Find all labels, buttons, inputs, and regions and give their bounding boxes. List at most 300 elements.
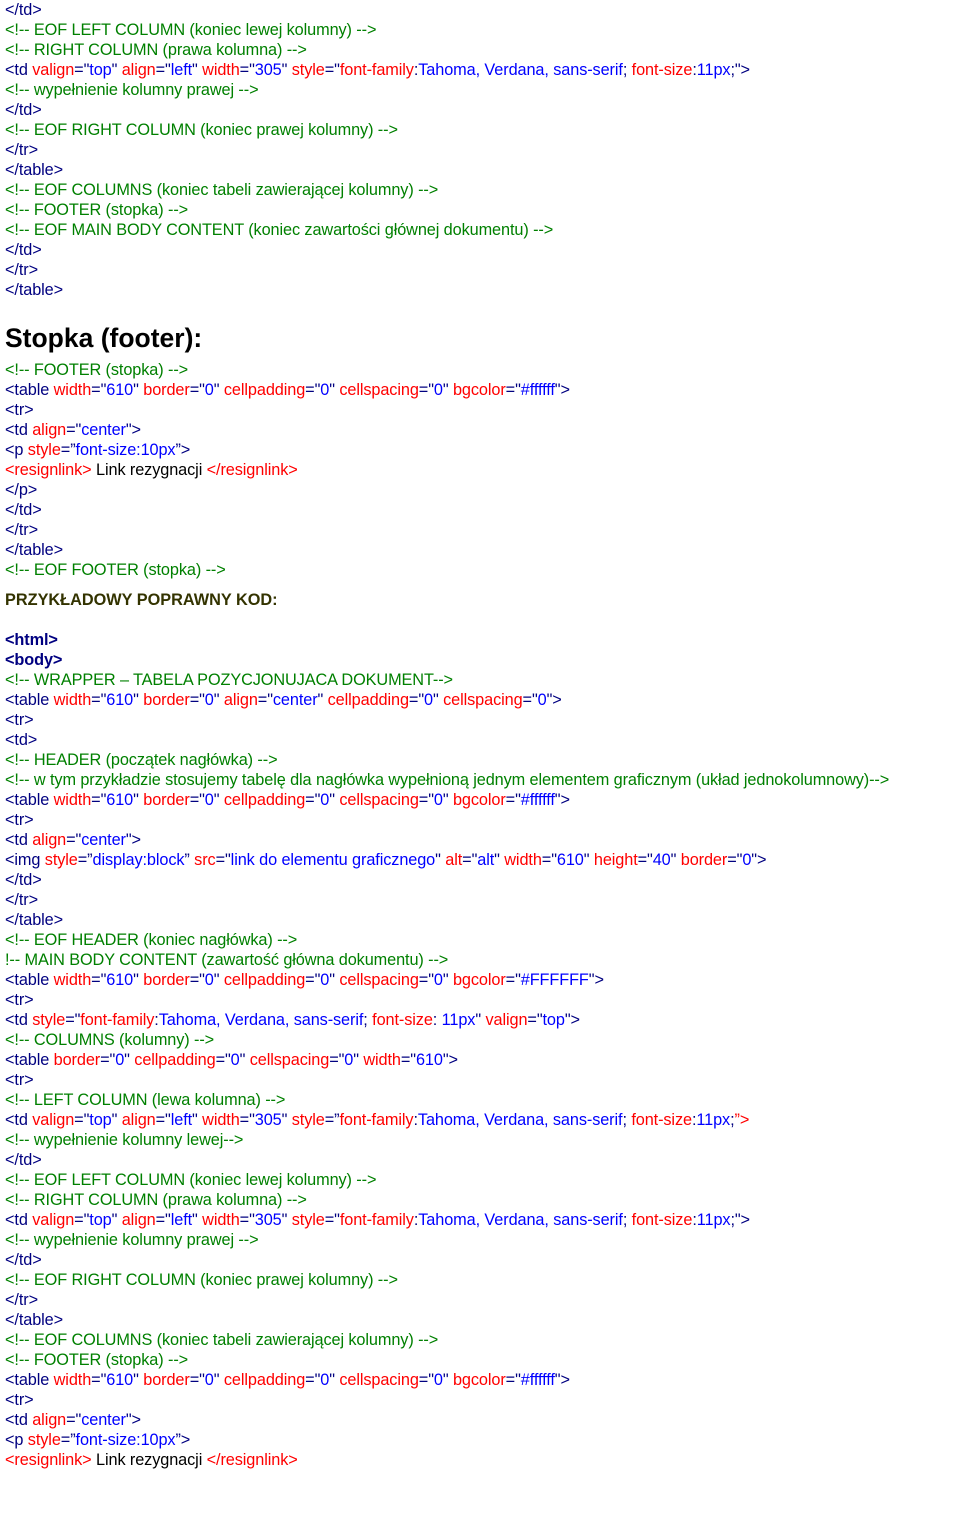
code-token: "> [546, 691, 562, 709]
code-token: 11px [696, 1111, 731, 1129]
code-line [5, 40, 960, 60]
code-token: 0 [433, 971, 443, 989]
code-token: <!-- EOF RIGHT COLUMN (koniec prawej kolumny) --> [5, 121, 398, 139]
code-token: =" [66, 831, 82, 849]
code-line [5, 80, 960, 100]
code-line [5, 950, 960, 970]
code-token: =" [215, 851, 231, 869]
code-token: " [442, 381, 453, 399]
code-token: " [353, 1051, 364, 1069]
code-token: style [27, 441, 61, 459]
code-token: Tahoma, Verdana, sans-serif [418, 61, 623, 79]
code-token: font-size [631, 1211, 693, 1229]
code-token: ; [622, 1111, 632, 1129]
code-token: "> [588, 971, 604, 989]
code-token: #FFFFFF [520, 971, 589, 989]
code-token: <!-- COLUMNS (kolumny) --> [5, 1031, 215, 1049]
code-token: cellpadding [223, 1371, 306, 1389]
code-token: 0 [433, 1371, 443, 1389]
code-token: </td> [5, 871, 42, 889]
code-token: font-family [80, 1011, 155, 1029]
code-token: 610 [106, 1371, 134, 1389]
code-token: =" [305, 1371, 321, 1389]
code-line [5, 1270, 960, 1290]
code-line [5, 0, 960, 20]
code-token: style [44, 851, 78, 869]
code-token: <!-- WRAPPER – TABELA POZYCJONUJACA DOKUMENT--> [5, 671, 453, 689]
code-token: width [202, 1111, 240, 1129]
code-token: 0 [204, 381, 214, 399]
code-token: valign [32, 61, 75, 79]
code-token: </td> [5, 241, 42, 259]
code-token: : [692, 1211, 697, 1229]
code-token: <table [5, 971, 54, 989]
code-token: </resignlink> [206, 1451, 298, 1469]
code-line [5, 990, 960, 1010]
code-token: align [121, 61, 156, 79]
code-line [5, 280, 960, 300]
code-token: link do elementu graficznego [230, 851, 436, 869]
section-subheading: PRZYKŁADOWY POPRAWNY KOD: [5, 591, 278, 609]
code-line [5, 690, 960, 710]
code-token: align [223, 691, 258, 709]
code-token: style [32, 1011, 66, 1029]
code-token: =" [66, 421, 82, 439]
code-line [5, 120, 960, 140]
code-token: : [413, 1211, 419, 1229]
code-token: <!-- EOF COLUMNS (koniec tabeli zawierającej kolumny) --> [5, 1331, 439, 1349]
code-token: 0 [320, 1371, 330, 1389]
code-token: " [583, 851, 594, 869]
code-token: border [143, 1371, 190, 1389]
code-line [5, 930, 960, 950]
code-token: <!-- w tym przykładzie stosujemy tabelę dla nagłówka wypełnioną jednym elementem graficznym (układ jednokolumnowy)--> [5, 771, 890, 789]
code-token: " [329, 1371, 340, 1389]
code-token: <!-- wypełnienie kolumny prawej --> [5, 1231, 259, 1249]
code-token: <body> [5, 651, 63, 669]
code-token: 610 [556, 851, 584, 869]
code-token: " [213, 791, 224, 809]
code-token: <table [5, 1371, 54, 1389]
code-line [5, 180, 960, 200]
code-token: =" [505, 381, 521, 399]
code-token: font-family [339, 61, 414, 79]
code-token: " [432, 691, 444, 709]
code-line [5, 1390, 960, 1410]
code-token: "> [554, 381, 570, 399]
code-token: height [593, 851, 638, 869]
code-token: font-family [339, 1111, 414, 1129]
code-token: align [32, 1411, 67, 1429]
code-token: ; [622, 61, 632, 79]
code-token: " [111, 1211, 122, 1229]
code-token: ; [622, 1211, 632, 1229]
code-line [5, 1450, 960, 1470]
code-token: " [213, 971, 224, 989]
code-line [5, 60, 960, 80]
code-token: cellpadding [223, 791, 306, 809]
code-token: <resignlink> [5, 461, 92, 479]
code-token: font-size [372, 1011, 433, 1029]
code-token: : [413, 1111, 418, 1129]
code-token: </table> [5, 1311, 64, 1329]
code-token: =" [400, 1051, 416, 1069]
code-token: center [272, 691, 318, 709]
code-token: " [475, 1011, 486, 1029]
code-token: =" [189, 791, 205, 809]
code-token: =" [74, 61, 90, 79]
code-token: 0 [320, 971, 330, 989]
code-token: =" [91, 1371, 107, 1389]
code-token: " [192, 1111, 203, 1129]
code-line [5, 1030, 960, 1050]
code-token: =" [505, 791, 521, 809]
code-token: width [53, 1371, 92, 1389]
code-token: " [435, 851, 446, 869]
code-token: <tr> [5, 991, 34, 1009]
code-token: 0 [424, 691, 433, 709]
code-line [5, 400, 960, 420]
code-token: width [202, 1211, 240, 1229]
code-token: Link rezygnacji [91, 461, 207, 479]
code-line [5, 710, 960, 730]
code-line [5, 20, 960, 40]
code-token: =" [462, 851, 478, 869]
code-token: =" [189, 381, 205, 399]
code-line [5, 380, 960, 400]
code-token: style [291, 61, 325, 79]
code-token: =" [305, 381, 321, 399]
code-token: <td [5, 1411, 33, 1429]
code-token: "> [751, 851, 767, 869]
code-token: =" [239, 1111, 255, 1129]
code-token: width [504, 851, 542, 869]
code-token: style [291, 1111, 325, 1129]
code-token: 305 [254, 1211, 282, 1229]
code-token: <td [5, 1111, 33, 1129]
code-token: left [170, 1211, 193, 1229]
code-token: top [89, 1111, 112, 1129]
code-token: =" [155, 1211, 171, 1229]
code-token: " [442, 791, 453, 809]
code-token: <tr> [5, 1071, 34, 1089]
code-line [5, 830, 960, 850]
code-token: " [133, 971, 144, 989]
code-token: <!-- FOOTER (stopka) --> [5, 361, 189, 379]
code-token: font-size:10px [75, 441, 176, 459]
code-token: ; [363, 1011, 373, 1029]
code-line [5, 850, 960, 870]
code-line [5, 500, 960, 520]
code-token: cellpadding [223, 971, 306, 989]
code-token: =" [189, 971, 205, 989]
code-token: width [363, 1051, 401, 1069]
code-token: <table [5, 1051, 54, 1069]
code-token: =” [60, 1431, 76, 1449]
code-token: : [692, 61, 697, 79]
code-token: 0 [320, 381, 330, 399]
code-line [5, 200, 960, 220]
code-token: "> [125, 1411, 141, 1429]
code-token: </td> [5, 1151, 42, 1169]
code-token: cellspacing [339, 381, 419, 399]
code-token: font-size [631, 1111, 692, 1129]
code-token: =" [527, 1011, 543, 1029]
code-token: <!-- EOF HEADER (koniec nagłówka) --> [5, 931, 298, 949]
code-token: alt [445, 851, 463, 869]
code-line [5, 650, 960, 670]
code-token: =" [155, 1111, 171, 1129]
code-token: " [133, 381, 144, 399]
code-line [5, 1290, 960, 1310]
code-token: =" [522, 691, 538, 709]
code-token: </table> [5, 541, 64, 559]
code-token: 0 [115, 1051, 125, 1069]
code-line [5, 140, 960, 160]
code-token: border [53, 1051, 101, 1069]
code-token: <!-- EOF COLUMNS (koniec tabeli zawierającej kolumny) --> [5, 181, 439, 199]
code-token: border [143, 971, 190, 989]
code-token: </tr> [5, 141, 38, 159]
code-line [5, 1050, 960, 1070]
code-token: <!-- EOF MAIN BODY CONTENT (koniec zawartości głównej dokumentu) --> [5, 221, 554, 239]
code-token: 0 [320, 791, 330, 809]
code-token: " [213, 1371, 224, 1389]
code-token: =" [324, 1211, 340, 1229]
code-token: "> [442, 1051, 458, 1069]
code-token: <td> [5, 731, 38, 749]
code-line [5, 1410, 960, 1430]
code-token: cellspacing [339, 1371, 419, 1389]
code-token: </td> [5, 1251, 42, 1269]
code-token: <resignlink> [5, 1451, 92, 1469]
code-line [5, 220, 960, 240]
code-token: 610 [415, 1051, 443, 1069]
code-token: width [53, 971, 92, 989]
code-line [5, 560, 960, 580]
code-token: =" [505, 1371, 521, 1389]
code-token: valign [32, 1211, 75, 1229]
code-token: =" [257, 691, 273, 709]
code-token: =" [239, 1211, 255, 1229]
code-token: style [291, 1211, 325, 1229]
code-token: =" [91, 381, 107, 399]
code-token: </table> [5, 161, 64, 179]
code-token: width [53, 791, 92, 809]
code-token: ” [184, 851, 195, 869]
code-token: " [192, 1211, 203, 1229]
code-token: </td> [5, 101, 42, 119]
code-token: "> [125, 831, 141, 849]
code-token: <td [5, 421, 33, 439]
code-token: <tr> [5, 811, 34, 829]
code-token: cellspacing [339, 791, 419, 809]
code-token: display:block [92, 851, 185, 869]
code-token: 11px [696, 61, 731, 79]
code-token: " [124, 1051, 135, 1069]
code-token: =" [418, 971, 434, 989]
code-token: =" [66, 1411, 82, 1429]
code-token: =” [77, 851, 93, 869]
code-token: border [680, 851, 728, 869]
code-token: #ffffff [520, 791, 555, 809]
code-line [5, 970, 960, 990]
code-token: " [281, 1211, 292, 1229]
code-line [5, 730, 960, 750]
code-line [5, 480, 960, 500]
code-token: =" [91, 691, 107, 709]
code-line [5, 1310, 960, 1330]
code-token: align [32, 421, 67, 439]
code-token: " [442, 971, 453, 989]
code-token: 0 [433, 791, 443, 809]
code-token: : [413, 61, 419, 79]
code-line [5, 1430, 960, 1450]
code-token: 305 [254, 1111, 282, 1129]
code-token: width [53, 691, 92, 709]
code-token: top [89, 61, 112, 79]
code-token: ;"> [730, 61, 750, 79]
code-token: " [213, 691, 224, 709]
code-token: 305 [254, 61, 282, 79]
code-token: left [170, 1111, 193, 1129]
code-token: " [213, 381, 224, 399]
code-token: cellpadding [223, 381, 306, 399]
code-token: </tr> [5, 261, 38, 279]
code-line [5, 890, 960, 910]
code-token: 11px [441, 1011, 476, 1029]
code-token: top [542, 1011, 565, 1029]
code-token: Tahoma, Verdana, sans-serif [418, 1211, 623, 1229]
code-line [5, 1350, 960, 1370]
code-token: : [154, 1011, 159, 1029]
code-token: bgcolor [452, 1371, 506, 1389]
code-token: style [27, 1431, 61, 1449]
code-token: =" [74, 1111, 90, 1129]
code-token: left [170, 61, 193, 79]
code-token: " [133, 791, 144, 809]
code-token: "> [564, 1011, 580, 1029]
code-token: border [143, 791, 190, 809]
code-token: "> [125, 421, 141, 439]
code-token: <!-- HEADER (początek nagłówka) --> [5, 751, 278, 769]
code-line [5, 540, 960, 560]
code-token: center [81, 421, 126, 439]
code-line [5, 870, 960, 890]
code-token: =" [637, 851, 653, 869]
code-line [5, 1150, 960, 1170]
code-token: =" [155, 61, 171, 79]
code-line [5, 810, 960, 830]
code-token: Tahoma, Verdana, sans-serif [417, 1111, 623, 1129]
code-token: " [494, 851, 505, 869]
code-token: width [53, 381, 92, 399]
code-line [5, 1370, 960, 1390]
code-token: #ffffff [520, 1371, 555, 1389]
code-token: </tr> [5, 1291, 38, 1309]
code-token: " [133, 1371, 144, 1389]
code-token: 11px [696, 1211, 731, 1229]
code-line [5, 240, 960, 260]
code-line [5, 360, 960, 380]
code-line [5, 460, 960, 480]
code-token: 0 [433, 381, 443, 399]
code-token: <!-- wypełnienie kolumny prawej --> [5, 81, 259, 99]
code-token: =” [324, 1111, 340, 1129]
code-token: =" [215, 1051, 231, 1069]
code-token: <tr> [5, 401, 34, 419]
code-token: </tr> [5, 891, 38, 909]
code-token: " [281, 61, 292, 79]
code-token: </td> [5, 1, 42, 19]
code-token: 0 [204, 1371, 214, 1389]
code-line [5, 420, 960, 440]
code-token: <p [5, 1431, 28, 1449]
code-token: 0 [204, 971, 214, 989]
code-token: =" [189, 1371, 205, 1389]
code-token: cellspacing [339, 971, 419, 989]
code-line [5, 1070, 960, 1090]
code-line [5, 1130, 960, 1150]
code-token: bgcolor [452, 971, 506, 989]
code-token: bgcolor [452, 791, 506, 809]
code-token: <!-- EOF FOOTER (stopka) --> [5, 561, 226, 579]
code-token: =" [418, 381, 434, 399]
code-token: ”> [734, 1111, 750, 1129]
code-token: 0 [344, 1051, 354, 1069]
code-token: <td [5, 831, 33, 849]
code-token: align [32, 831, 67, 849]
code-token: " [329, 381, 340, 399]
code-token: valign [485, 1011, 528, 1029]
code-token: =" [418, 1371, 434, 1389]
code-line [5, 160, 960, 180]
code-token: <td [5, 1011, 33, 1029]
code-token: <table [5, 791, 54, 809]
code-token: =" [74, 1211, 90, 1229]
code-line [5, 630, 960, 650]
code-token: width [202, 61, 240, 79]
code-token: <td [5, 61, 33, 79]
code-token: : [432, 1011, 442, 1029]
code-token: 0 [204, 691, 214, 709]
code-token: align [121, 1111, 156, 1129]
code-token: =" [65, 1011, 81, 1029]
code-token: font-size [631, 61, 693, 79]
code-token: <td [5, 1211, 33, 1229]
code-token: " [239, 1051, 250, 1069]
code-token: valign [32, 1111, 75, 1129]
code-token: alt [477, 851, 495, 869]
code-token: =" [418, 791, 434, 809]
code-token: </tr> [5, 521, 38, 539]
code-token: <p [5, 441, 28, 459]
code-token: =” [60, 441, 76, 459]
code-line [5, 1250, 960, 1270]
code-line [5, 1230, 960, 1250]
code-line [5, 520, 960, 540]
code-line [5, 440, 960, 460]
code-token: font-family [339, 1211, 414, 1229]
code-token: 610 [106, 381, 134, 399]
code-token: =" [541, 851, 557, 869]
code-token: bgcolor [452, 381, 506, 399]
code-token: top [89, 1211, 112, 1229]
code-line [5, 1190, 960, 1210]
code-token: "> [554, 791, 570, 809]
code-token: =" [100, 1051, 116, 1069]
code-token: <table [5, 691, 54, 709]
